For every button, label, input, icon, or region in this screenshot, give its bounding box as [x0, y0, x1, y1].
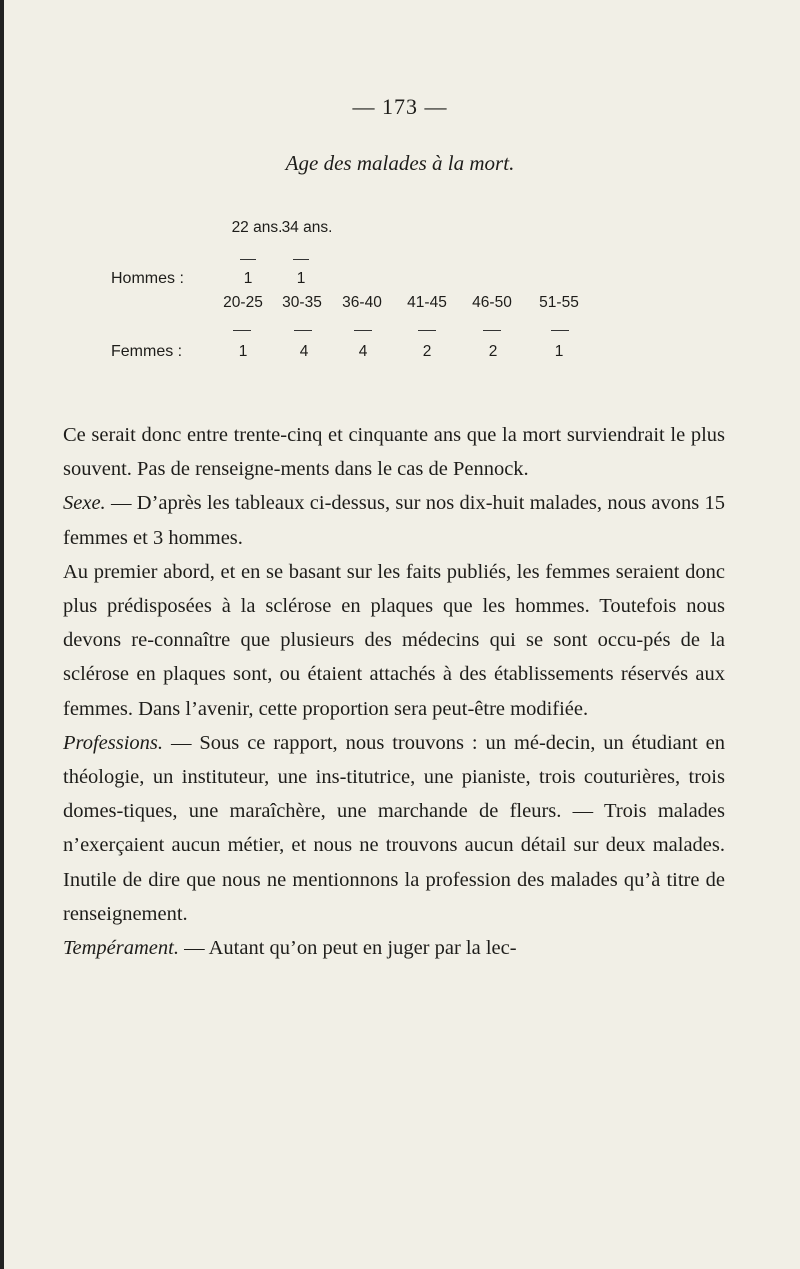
hommes-label: Hommes : — [111, 270, 184, 287]
paragraph-age-conclusion — [63, 418, 725, 486]
paragraph-text: Ce serait donc entre trente-cinq et cinquante ans que la mort surviendrait le plus souvent. Pas de renseigne-ments dans le cas de Pennock. — [63, 424, 725, 481]
age-range-3: 36-40 — [342, 294, 382, 311]
femmes-rule-2 — [294, 330, 312, 331]
paragraph-text: — Autant qu’on peut en juger par la lec- — [178, 937, 517, 960]
age-range-6: 51-55 — [539, 294, 579, 311]
paragraph-lead: Sexe. — [63, 492, 106, 515]
table-title: Age des malades à la mort. — [285, 151, 515, 175]
top-age-1-rule — [240, 259, 256, 260]
femmes-value-5: 2 — [488, 343, 498, 360]
age-range-4: 41-45 — [407, 294, 447, 311]
femmes-value-3: 4 — [358, 343, 368, 360]
femmes-value-1: 1 — [238, 343, 248, 360]
femmes-rule-4 — [418, 330, 436, 331]
paragraph-lead: Tempérament. — [63, 937, 179, 960]
femmes-rule-5 — [483, 330, 501, 331]
age-range-1: 20-25 — [223, 294, 263, 311]
age-range-5: 46-50 — [472, 294, 512, 311]
paragraph-sexe — [63, 486, 725, 554]
paragraph-premier-abord — [63, 555, 725, 726]
femmes-value-6: 1 — [554, 343, 564, 360]
paragraph-lead: Professions. — [63, 731, 164, 754]
page-number: — 173 — — [352, 94, 448, 119]
paragraph-text: — D’après les tableaux ci-dessus, sur nos dix-huit malades, nous avons 15 femmes et 3 hommes. — [63, 492, 725, 549]
femmes-rule-1 — [233, 330, 251, 331]
top-age-2-rule — [293, 259, 309, 260]
paragraph-temperament — [63, 931, 725, 965]
top-age-1: 22 ans. — [231, 219, 283, 236]
paragraph-professions — [63, 726, 725, 931]
paragraph-text: Au premier abord, et en se basant sur les faits publiés, les femmes seraient donc plus prédisposées à la sclérose en plaques que les hommes. Toutefois nous devons re-connaître que plusieurs des médecins qui se sont occu-pés de la sclérose en plaques sont, ou étaient attachés à des établissements réservés aux femmes. Dans l’avenir, cette proportion sera peut-être modifiée. — [63, 560, 725, 720]
body-text — [63, 418, 725, 965]
femmes-value-4: 2 — [422, 343, 432, 360]
hommes-value-2: 1 — [296, 270, 306, 287]
age-table — [0, 0, 800, 400]
femmes-label: Femmes : — [111, 343, 183, 360]
top-age-2: 34 ans. — [281, 219, 333, 236]
paragraph-text: — Sous ce rapport, nous trouvons : un mé-decin, un étudiant en théologie, un instituteur, une ins-titutrice, une pianiste, trois couturières, trois domes-tiques, une maraîchère, une marchande de fleurs. — Trois malades n’exerçaient aucun métier, et nous ne trouvons aucun détail sur deux malades. Inutile de dire que nous ne mentionnons la profession des malades qu’à titre de renseignement. — [63, 731, 725, 925]
femmes-rule-3 — [354, 330, 372, 331]
femmes-rule-6 — [551, 330, 569, 331]
femmes-value-2: 4 — [299, 343, 309, 360]
hommes-value-1: 1 — [243, 270, 253, 287]
age-range-2: 30-35 — [282, 294, 322, 311]
